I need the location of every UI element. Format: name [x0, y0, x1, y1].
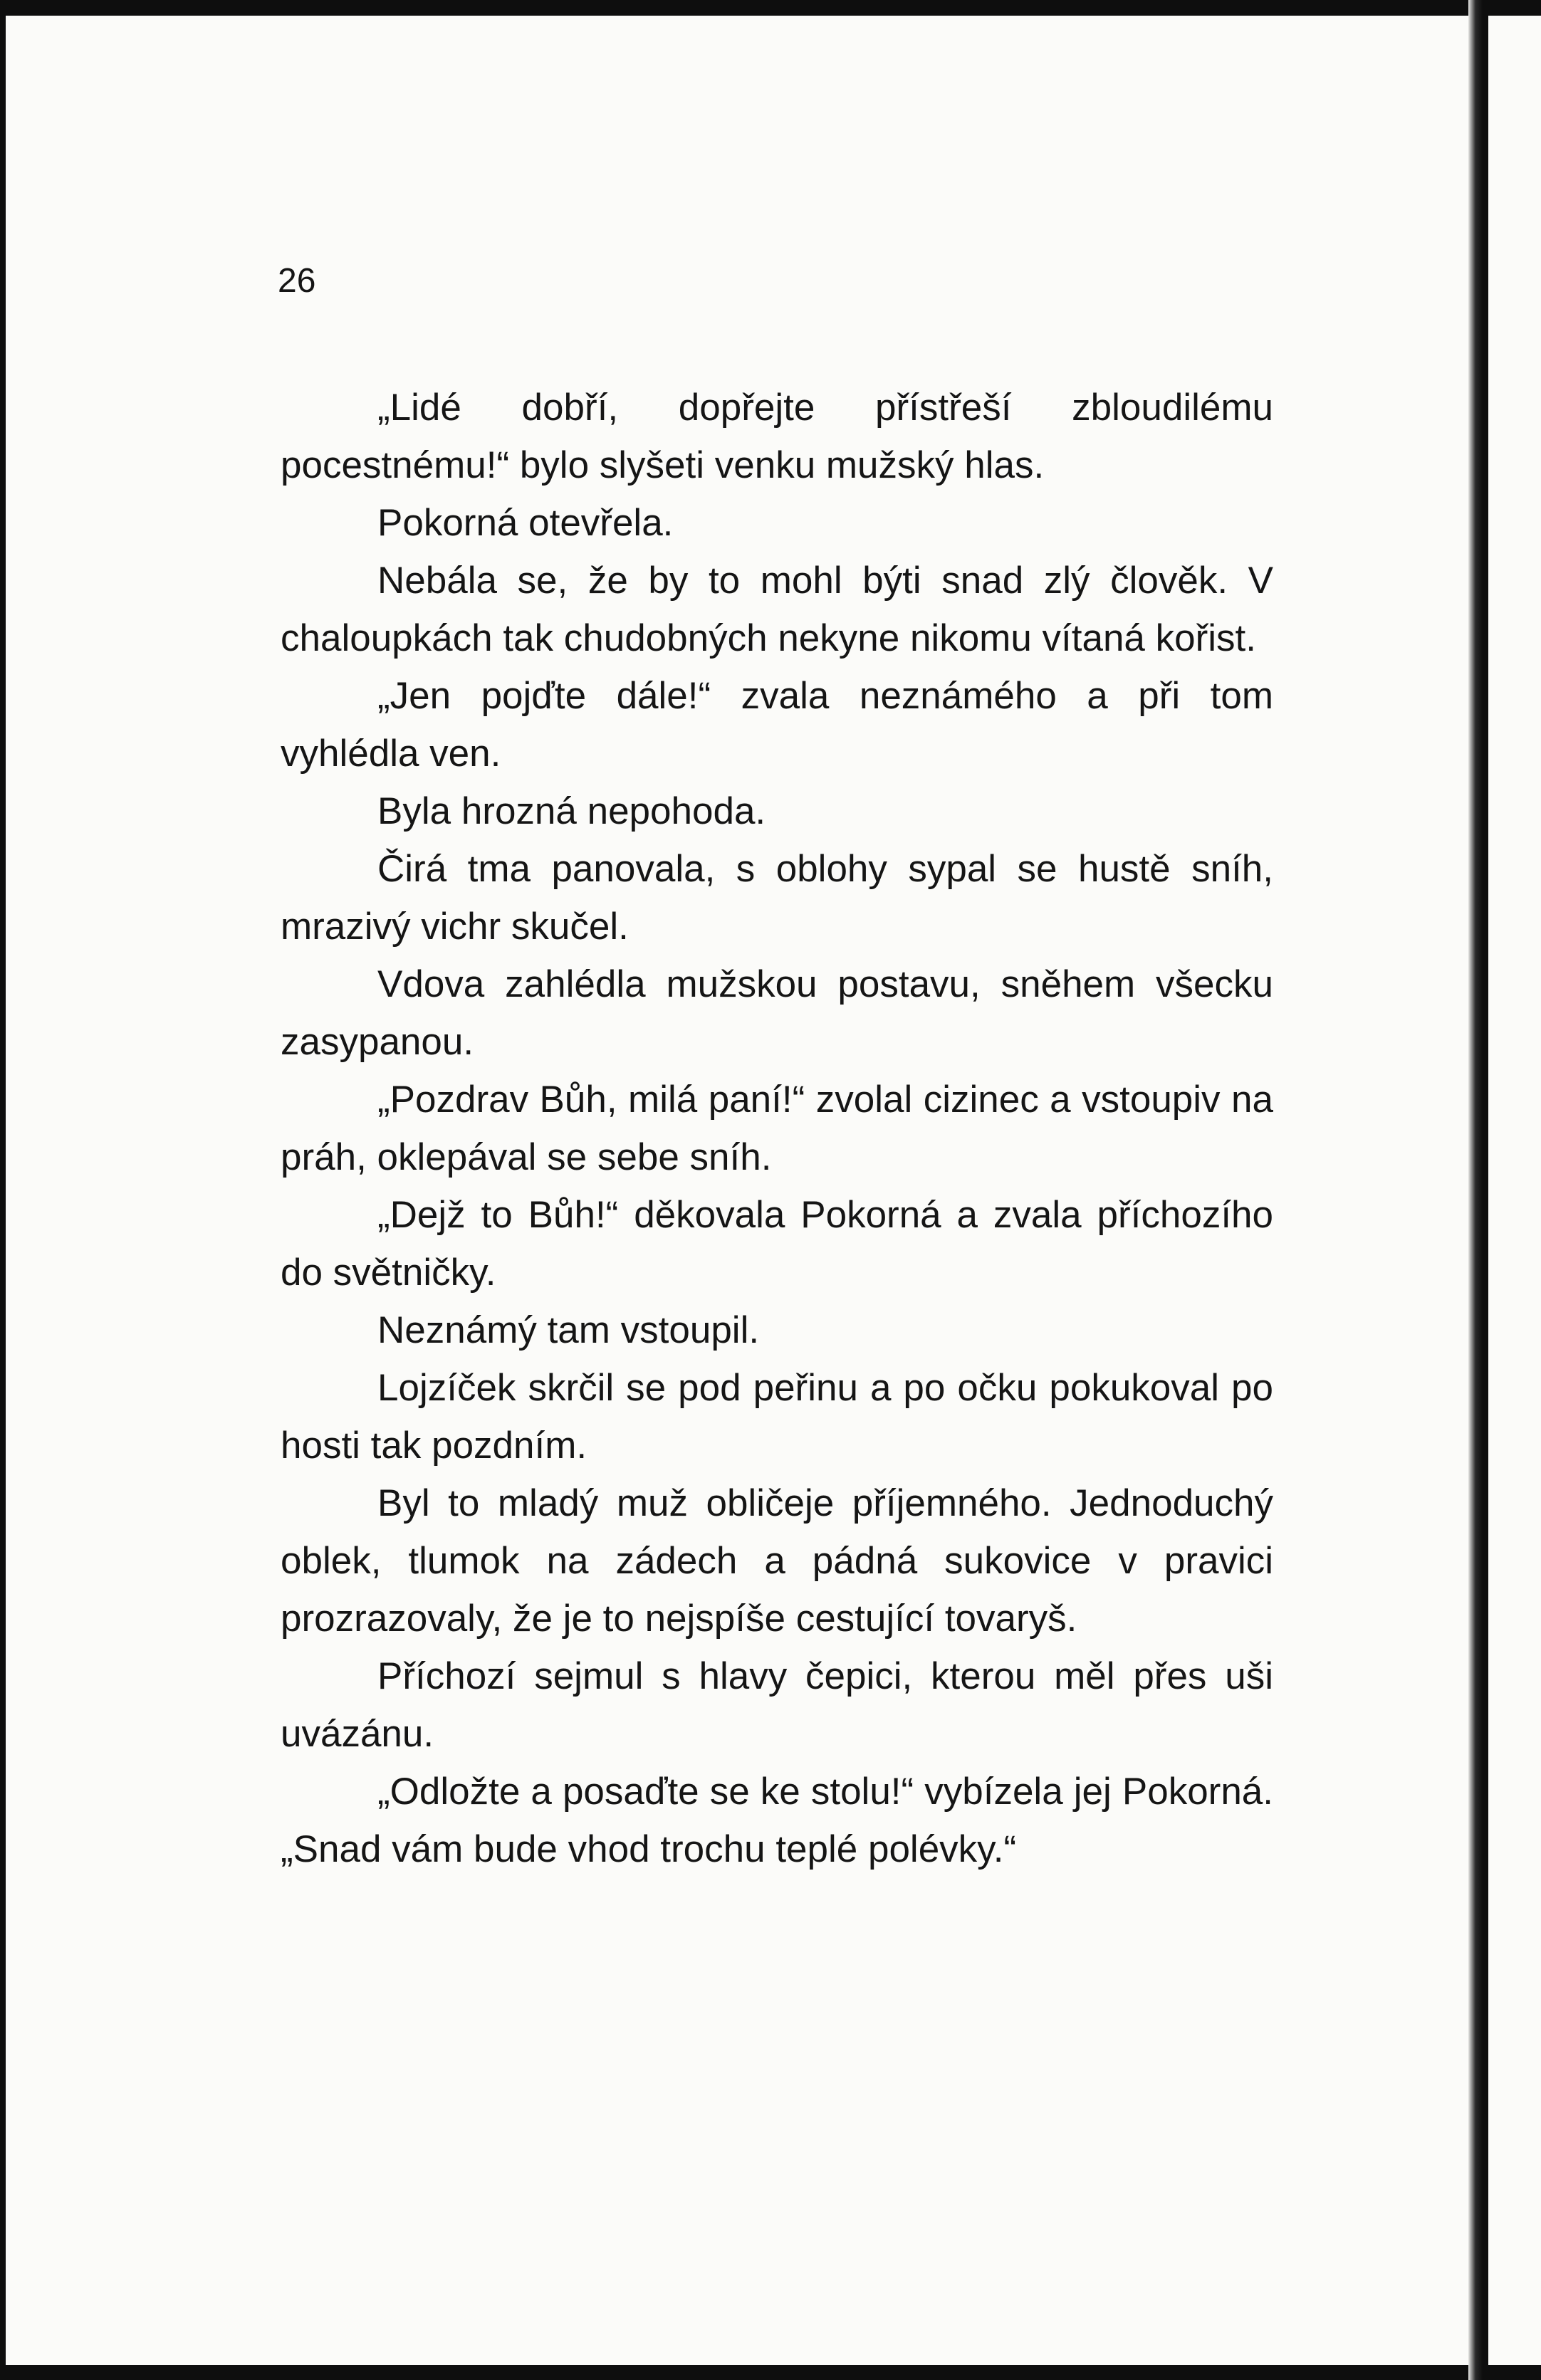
paragraph: „Dejž to Bůh!“ děkovala Pokorná a zvala příchozího do světničky. — [281, 1194, 1273, 1294]
paragraph: Nebála se, že by to mohl býti snad zlý člověk. V chaloupkách tak chudobných nekyne nikomu vítaná kořist. — [281, 560, 1273, 659]
page-number: 26 — [278, 262, 316, 300]
paragraph: „Lidé dobří, dopřejte přístřeší zbloudilému pocestnému!“ bylo slyšeti venku mužský hlas. — [281, 387, 1273, 486]
paragraph: Příchozí sejmul s hlavy čepici, kterou měl přes uši uvázánu. — [281, 1655, 1273, 1755]
paragraph: Neznámý tam vstoupil. — [377, 1309, 760, 1351]
book-page — [6, 16, 1477, 2365]
paragraph: „Jen pojďte dále!“ zvala neznámého a při tom vyhlédla ven. — [281, 675, 1273, 775]
paragraph: Byl to mladý muž obličeje příjemného. Jednoduchý oblek, tlumok na zádech a pádná sukovice v pravici prozrazovaly, že je to nejspíše cestující tovaryš. — [281, 1482, 1273, 1640]
paragraph: Lojzíček skrčil se pod peřinu a po očku pokukoval po hosti tak pozdním. — [281, 1367, 1273, 1467]
adjacent-page-edge — [1488, 16, 1541, 2365]
page-gutter — [1468, 0, 1483, 2380]
paragraph: Vdova zahlédla mužskou postavu, sněhem všecku zasypanou. — [281, 963, 1273, 1063]
paragraph: Byla hrozná nepohoda. — [377, 790, 766, 832]
body-text — [281, 379, 1273, 1878]
paragraph: Čirá tma panovala, s oblohy sypal se hustě sníh, mrazivý vichr skučel. — [281, 848, 1273, 948]
paragraph: „Odložte a posaďte se ke stolu!“ vybízela jej Pokorná. „Snad vám bude vhod trochu teplé polévky.“ — [281, 1771, 1273, 1870]
paragraph: „Pozdrav Bůh, milá paní!“ zvolal cizinec a vstoupiv na práh, oklepával se sebe sníh. — [281, 1079, 1273, 1178]
paragraph: Pokorná otevřela. — [377, 502, 674, 544]
